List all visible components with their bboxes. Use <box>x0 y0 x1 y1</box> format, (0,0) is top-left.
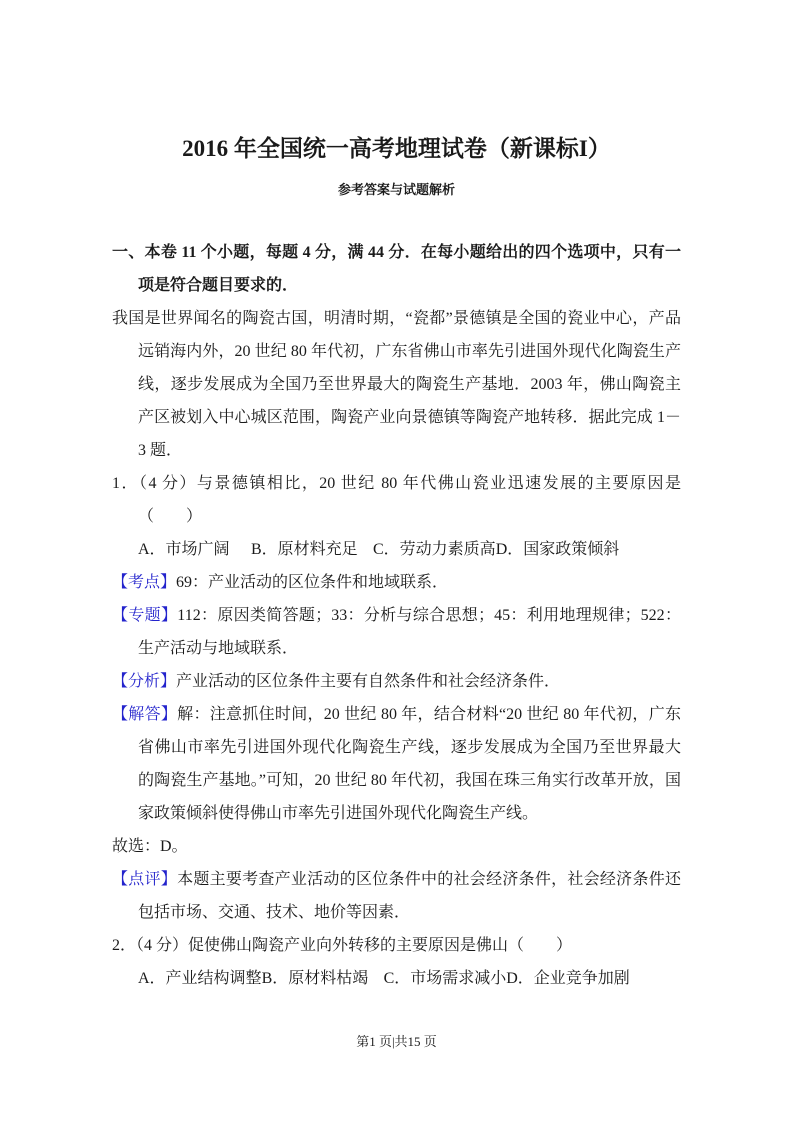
page-title: 2016 年全国统一高考地理试卷（新课标I） <box>182 136 611 161</box>
jieda-block <box>112 698 681 830</box>
question-2-options <box>112 962 681 995</box>
zhuanti-block <box>112 599 681 665</box>
kaodian-tag: 【考点】 <box>112 574 177 591</box>
question-1-option-c: C．劳动力素质高 <box>373 541 496 558</box>
question-group-intro: 我国是世界闻名的陶瓷古国，明清时期，“瓷都”景德镇是全国的瓷业中心，产品远销海内外，20 世纪 80 年代初，广东省佛山市率先引进国外现代化陶瓷生产线，逐步发展成为全国乃至世界最大的陶瓷生产基地．2003 年，佛山陶瓷主产区被划入中心城区范围，陶瓷产业向景德镇等陶瓷产地转移．据此完成 1－3 题． <box>112 310 681 459</box>
dianping-block <box>112 863 681 929</box>
kaodian-block <box>112 566 681 599</box>
question-2-text: 2．（4 分）促使佛山陶瓷产业向外转移的主要原因是佛山（ ） <box>112 937 573 954</box>
dianping-tag: 【点评】 <box>112 871 178 888</box>
question-1-option-a: A．市场广阔 <box>138 541 230 558</box>
answer-line: 故选：D。 <box>112 838 188 855</box>
fenxi-tag: 【分析】 <box>112 673 177 690</box>
dianping-text: 本题主要考查产业活动的区位条件中的社会经济条件，社会经济条件还包括市场、交通、技术、地价等因素． <box>138 871 681 921</box>
fenxi-text: 产业活动的区位条件主要有自然条件和社会经济条件． <box>176 673 561 690</box>
question-2-option-c: C．市场需求减小 <box>383 970 507 987</box>
jieda-tag: 【解答】 <box>112 706 178 723</box>
section-one-heading: 一、本卷 11 个小题，每题 4 分，满 44 分．在每小题给出的四个选项中，只有一项是符合题目要求的． <box>112 244 681 294</box>
question-1-options <box>112 533 681 566</box>
question-1-option-b: B．原材料充足 <box>251 541 358 558</box>
jieda-text: 解：注意抓住时间，20 世纪 80 年，结合材料“20 世纪 80 年代初，广东省佛山市率先引进国外现代化陶瓷生产线，逐步发展成为全国乃至世界最大的陶瓷生产基地。”可知，20 世纪 80 年代初，我国在珠三角实行改革开放，国家政策倾斜使得佛山市率先引进国外现代化陶瓷生产线。 <box>138 706 681 822</box>
fenxi-block <box>112 665 681 698</box>
question-2-option-d: D．企业竞争加剧 <box>506 970 630 987</box>
question-1-text: 1．（4 分）与景德镇相比，20 世纪 80 年代佛山瓷业迅速发展的主要原因是（ ） <box>112 475 681 525</box>
zhuanti-text: 112：原因类简答题；33：分析与综合思想；45：利用地理规律；522：生产活动与地域联系． <box>138 607 681 657</box>
page-footer: 第1 页|共15 页 <box>356 1034 437 1049</box>
question-1-option-d: D．国家政策倾斜 <box>495 541 620 558</box>
page-subtitle: 参考答案与试题解析 <box>337 182 455 197</box>
question-2-option-a: A．产业结构调整 <box>138 970 262 987</box>
zhuanti-tag: 【专题】 <box>112 607 178 624</box>
kaodian-text: 69：产业活动的区位条件和地域联系． <box>176 574 449 591</box>
question-2-option-b: B．原材料枯竭 <box>261 970 369 987</box>
